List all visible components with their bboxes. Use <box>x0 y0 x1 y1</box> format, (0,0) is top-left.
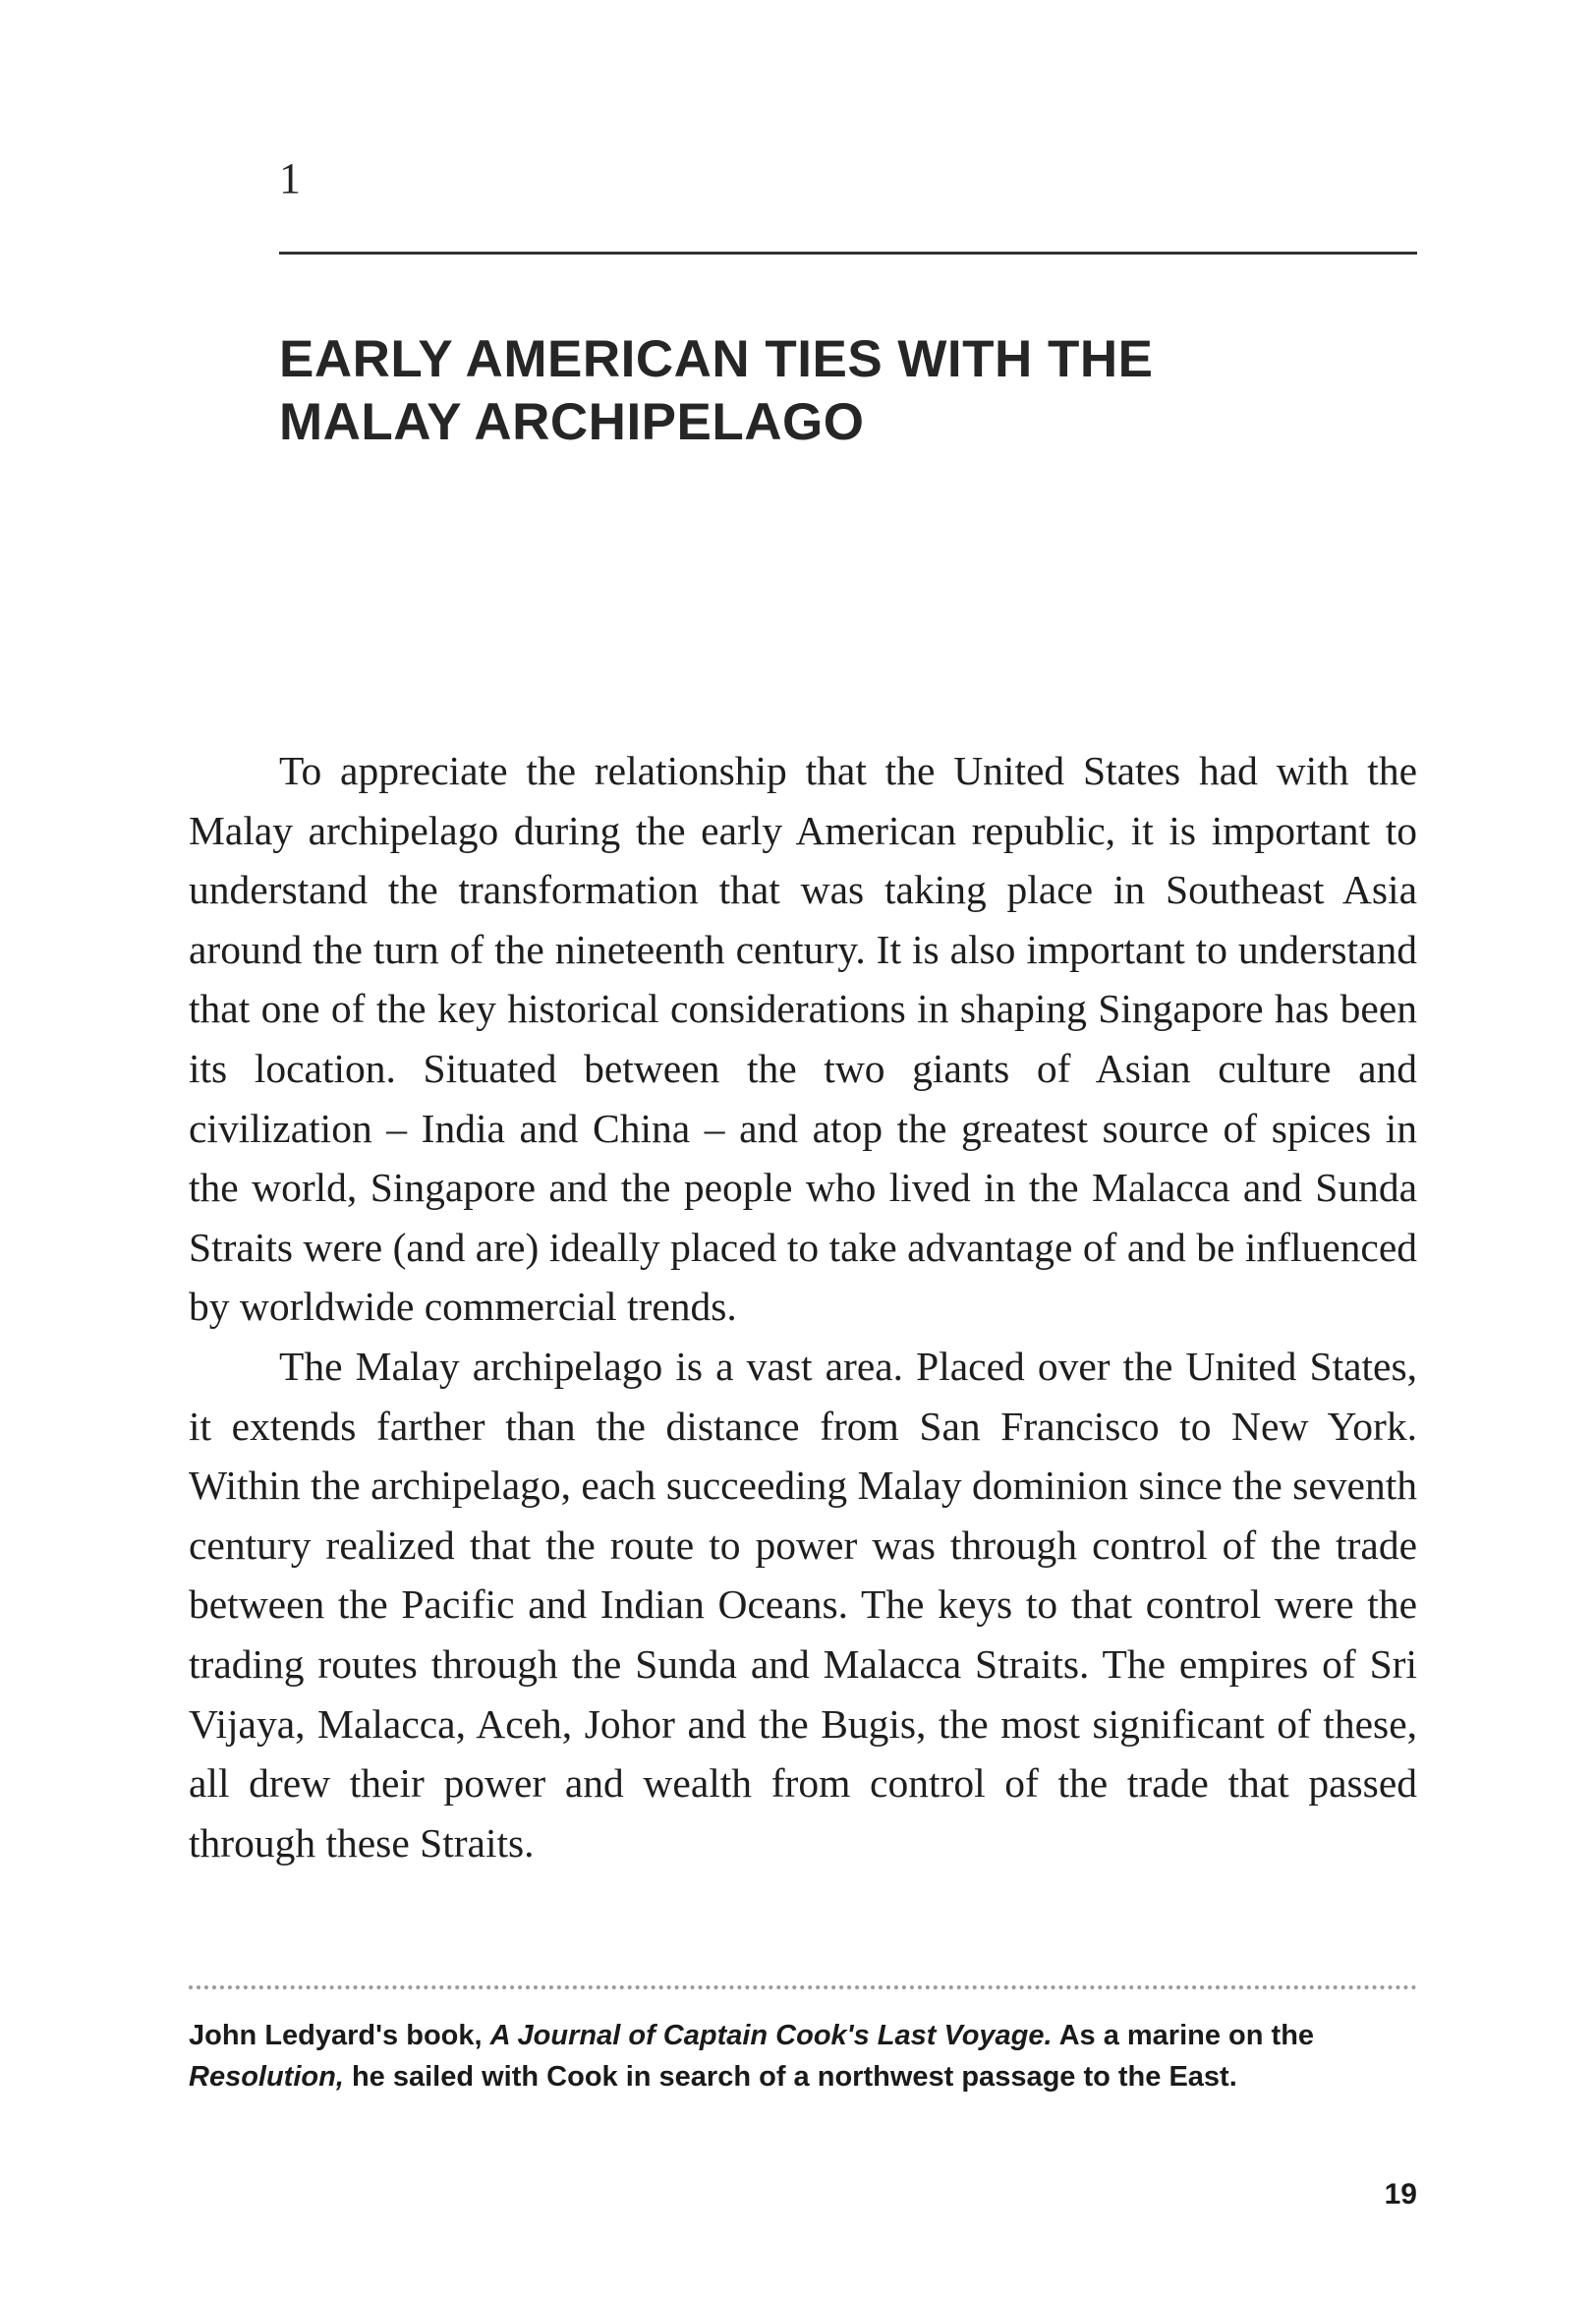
caption-book-title: A Journal of Captain Cook's Last Voyage. <box>489 2020 1053 2051</box>
page-number: 19 <box>1384 2178 1417 2211</box>
chapter-title-line-2: MALAY ARCHIPELAGO <box>279 393 865 451</box>
caption-text-3: he sailed with Cook in search of a northwest passage to the East. <box>343 2061 1237 2093</box>
figure-caption <box>189 2015 1417 2097</box>
caption-ship-name: Resolution, <box>189 2061 344 2093</box>
chapter-number: 1 <box>279 154 301 202</box>
caption-text-2: As a marine on the <box>1052 2020 1315 2051</box>
caption-divider <box>189 1985 1417 1989</box>
caption-text-1: John Ledyard's book, <box>189 2020 490 2051</box>
chapter-title <box>279 328 1417 454</box>
body-text <box>189 741 1417 1872</box>
chapter-divider <box>279 252 1417 255</box>
paragraph-1: To appreciate the relationship that the United States had with the Malay archipelago during the early American republic, it is important to understand the transformation that was taking place in Southeast Asia around the turn of the nineteenth century. It is also important to understand that one of the key historical considerations in shaping Singapore has been its location. Situated between the two giants of Asian culture and civilization – India and China – and atop the greatest source of spices in the world, Singapore and the people who lived in the Malacca and Sunda Straits were (and are) ideally placed to take advantage of and be influenced by worldwide commercial trends. <box>189 748 1417 1330</box>
paragraph-2: The Malay archipelago is a vast area. Placed over the United States, it extends farther than the distance from San Francisco to New York. Within the archipelago, each succeeding Malay dominion since the seventh century realized that the route to power was through control of the trade between the Pacific and Indian Oceans. The keys to that control were the trading routes through the Sunda and Malacca Straits. The empires of Sri Vijaya, Malacca, Aceh, Johor and the Bugis, the most significant of these, all drew their power and wealth from control of the trade that passed through these Straits. <box>189 1343 1417 1866</box>
chapter-title-line-1: EARLY AMERICAN TIES WITH THE <box>279 330 1154 388</box>
